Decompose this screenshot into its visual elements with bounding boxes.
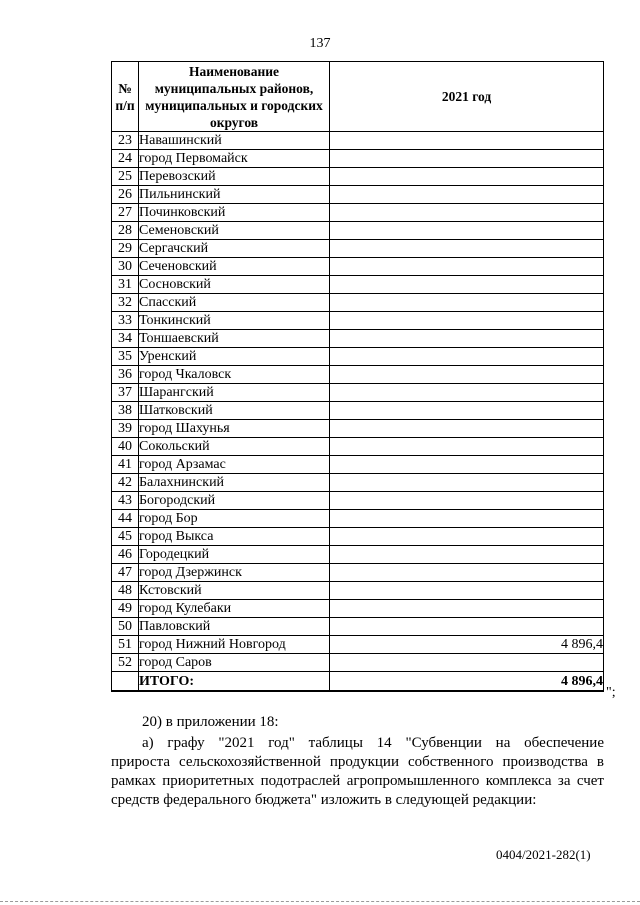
row-value-cell [330,312,604,330]
row-name-cell: город Арзамас [139,456,330,474]
table-row [112,186,604,204]
row-name-cell: Сокольский [139,438,330,456]
row-num-cell: 51 [112,636,139,654]
row-num-cell: 52 [112,654,139,672]
row-name-cell: Перевозский [139,168,330,186]
row-value-cell [330,168,604,186]
table-row [112,510,604,528]
row-num-cell: 49 [112,600,139,618]
row-num-cell: 36 [112,366,139,384]
row-value-cell [330,150,604,168]
row-num-cell: 37 [112,384,139,402]
row-num-cell: 30 [112,258,139,276]
header-year: 2021 год [330,62,604,132]
row-num-cell: 33 [112,312,139,330]
row-name-cell: Шарангский [139,384,330,402]
row-num-cell: 31 [112,276,139,294]
table-row [112,402,604,420]
table-row [112,150,604,168]
row-value-cell [330,186,604,204]
row-value-cell [330,222,604,240]
paragraph-item-a-first-line: а) графу "2021 год" таблицы 14 "Субвенции на обеспечение [142,735,604,751]
table-row [112,348,604,366]
row-value-cell [330,384,604,402]
paragraph-item-a [111,734,604,810]
row-num-cell: 42 [112,474,139,492]
row-name-cell: Кстовский [139,582,330,600]
row-num-cell: 32 [112,294,139,312]
row-value-cell [330,582,604,600]
header-num: № п/п [112,62,139,132]
row-value-cell [330,492,604,510]
table-row [112,384,604,402]
paragraph-item-20: 20) в приложении 18: [142,714,279,730]
row-num-cell: 47 [112,564,139,582]
row-name-cell: город Бор [139,510,330,528]
row-value-cell: 4 896,4 [330,636,604,654]
table-row [112,204,604,222]
scan-edge-line [0,901,640,902]
row-value-cell [330,456,604,474]
row-name-cell: Сеченовский [139,258,330,276]
row-name-cell: Уренский [139,348,330,366]
row-num-cell: 35 [112,348,139,366]
row-value-cell [330,132,604,150]
total-label: ИТОГО: [139,672,330,692]
row-name-cell: Навашинский [139,132,330,150]
row-num-cell: 45 [112,528,139,546]
table-row [112,168,604,186]
row-name-cell: Городецкий [139,546,330,564]
row-num-cell: 29 [112,240,139,258]
row-num-cell: 24 [112,150,139,168]
row-name-cell: Сергачский [139,240,330,258]
row-num-cell: 28 [112,222,139,240]
row-num-cell: 44 [112,510,139,528]
row-name-cell: город Выкса [139,528,330,546]
paragraph-item-a-rest: прироста сельскохозяйственной продукции собственного производства в рамках приоритетных подотраслей агропромышленного комплекса за счет средств федерального бюджета" изложить в следующей редакции: [111,754,604,808]
row-value-cell [330,240,604,258]
table-body [112,132,604,672]
row-name-cell: Починковский [139,204,330,222]
table-row [112,564,604,582]
row-num-cell: 43 [112,492,139,510]
table-row [112,294,604,312]
row-num-cell: 25 [112,168,139,186]
row-num-cell: 23 [112,132,139,150]
row-name-cell: город Нижний Новгород [139,636,330,654]
row-name-cell: Тонкинский [139,312,330,330]
total-row [112,672,604,692]
table-row [112,474,604,492]
row-value-cell [330,510,604,528]
header-name: Наименование муниципальных районов, муниципальных и городских округов [139,62,330,132]
row-num-cell: 34 [112,330,139,348]
table-row [112,528,604,546]
row-num-cell: 48 [112,582,139,600]
row-value-cell [330,276,604,294]
row-name-cell: Тоншаевский [139,330,330,348]
row-name-cell: город Саров [139,654,330,672]
row-name-cell: Богородский [139,492,330,510]
row-value-cell [330,348,604,366]
row-value-cell [330,474,604,492]
row-value-cell [330,330,604,348]
closing-quote-mark: "; [606,685,616,700]
row-name-cell: Спасский [139,294,330,312]
row-num-cell: 41 [112,456,139,474]
table-row [112,366,604,384]
table-row [112,546,604,564]
table-row [112,132,604,150]
row-num-cell: 27 [112,204,139,222]
row-value-cell [330,564,604,582]
row-name-cell: Сосновский [139,276,330,294]
table-row [112,222,604,240]
table-row [112,618,604,636]
row-value-cell [330,420,604,438]
row-num-cell: 40 [112,438,139,456]
row-name-cell: город Чкаловск [139,366,330,384]
row-name-cell: Шатковский [139,402,330,420]
table-row [112,258,604,276]
table-header-row [112,62,604,132]
row-name-cell: город Первомайск [139,150,330,168]
table-row [112,600,604,618]
row-name-cell: Семеновский [139,222,330,240]
table-row [112,492,604,510]
table-row [112,456,604,474]
row-value-cell [330,402,604,420]
table-row [112,636,604,654]
row-name-cell: город Дзержинск [139,564,330,582]
row-value-cell [330,204,604,222]
table-row [112,420,604,438]
row-value-cell [330,366,604,384]
row-value-cell [330,654,604,672]
table-row [112,240,604,258]
row-name-cell: Балахнинский [139,474,330,492]
document-code: 0404/2021-282(1) [496,847,591,862]
page-number: 137 [309,36,331,51]
row-value-cell [330,258,604,276]
row-name-cell: Павловский [139,618,330,636]
row-num-cell: 50 [112,618,139,636]
row-value-cell [330,546,604,564]
table-row [112,276,604,294]
municipal-table [111,61,604,692]
row-value-cell [330,438,604,456]
row-name-cell: город Кулебаки [139,600,330,618]
row-num-cell: 26 [112,186,139,204]
table-row [112,438,604,456]
row-name-cell: Пильнинский [139,186,330,204]
row-num-cell: 38 [112,402,139,420]
row-value-cell [330,618,604,636]
table-row [112,312,604,330]
total-value: 4 896,4 [330,672,604,692]
table-row [112,330,604,348]
row-value-cell [330,294,604,312]
table-row [112,654,604,672]
table-row [112,582,604,600]
row-value-cell [330,600,604,618]
row-num-cell: 46 [112,546,139,564]
row-value-cell [330,528,604,546]
row-num-cell: 39 [112,420,139,438]
row-name-cell: город Шахунья [139,420,330,438]
total-num-cell [112,672,139,692]
